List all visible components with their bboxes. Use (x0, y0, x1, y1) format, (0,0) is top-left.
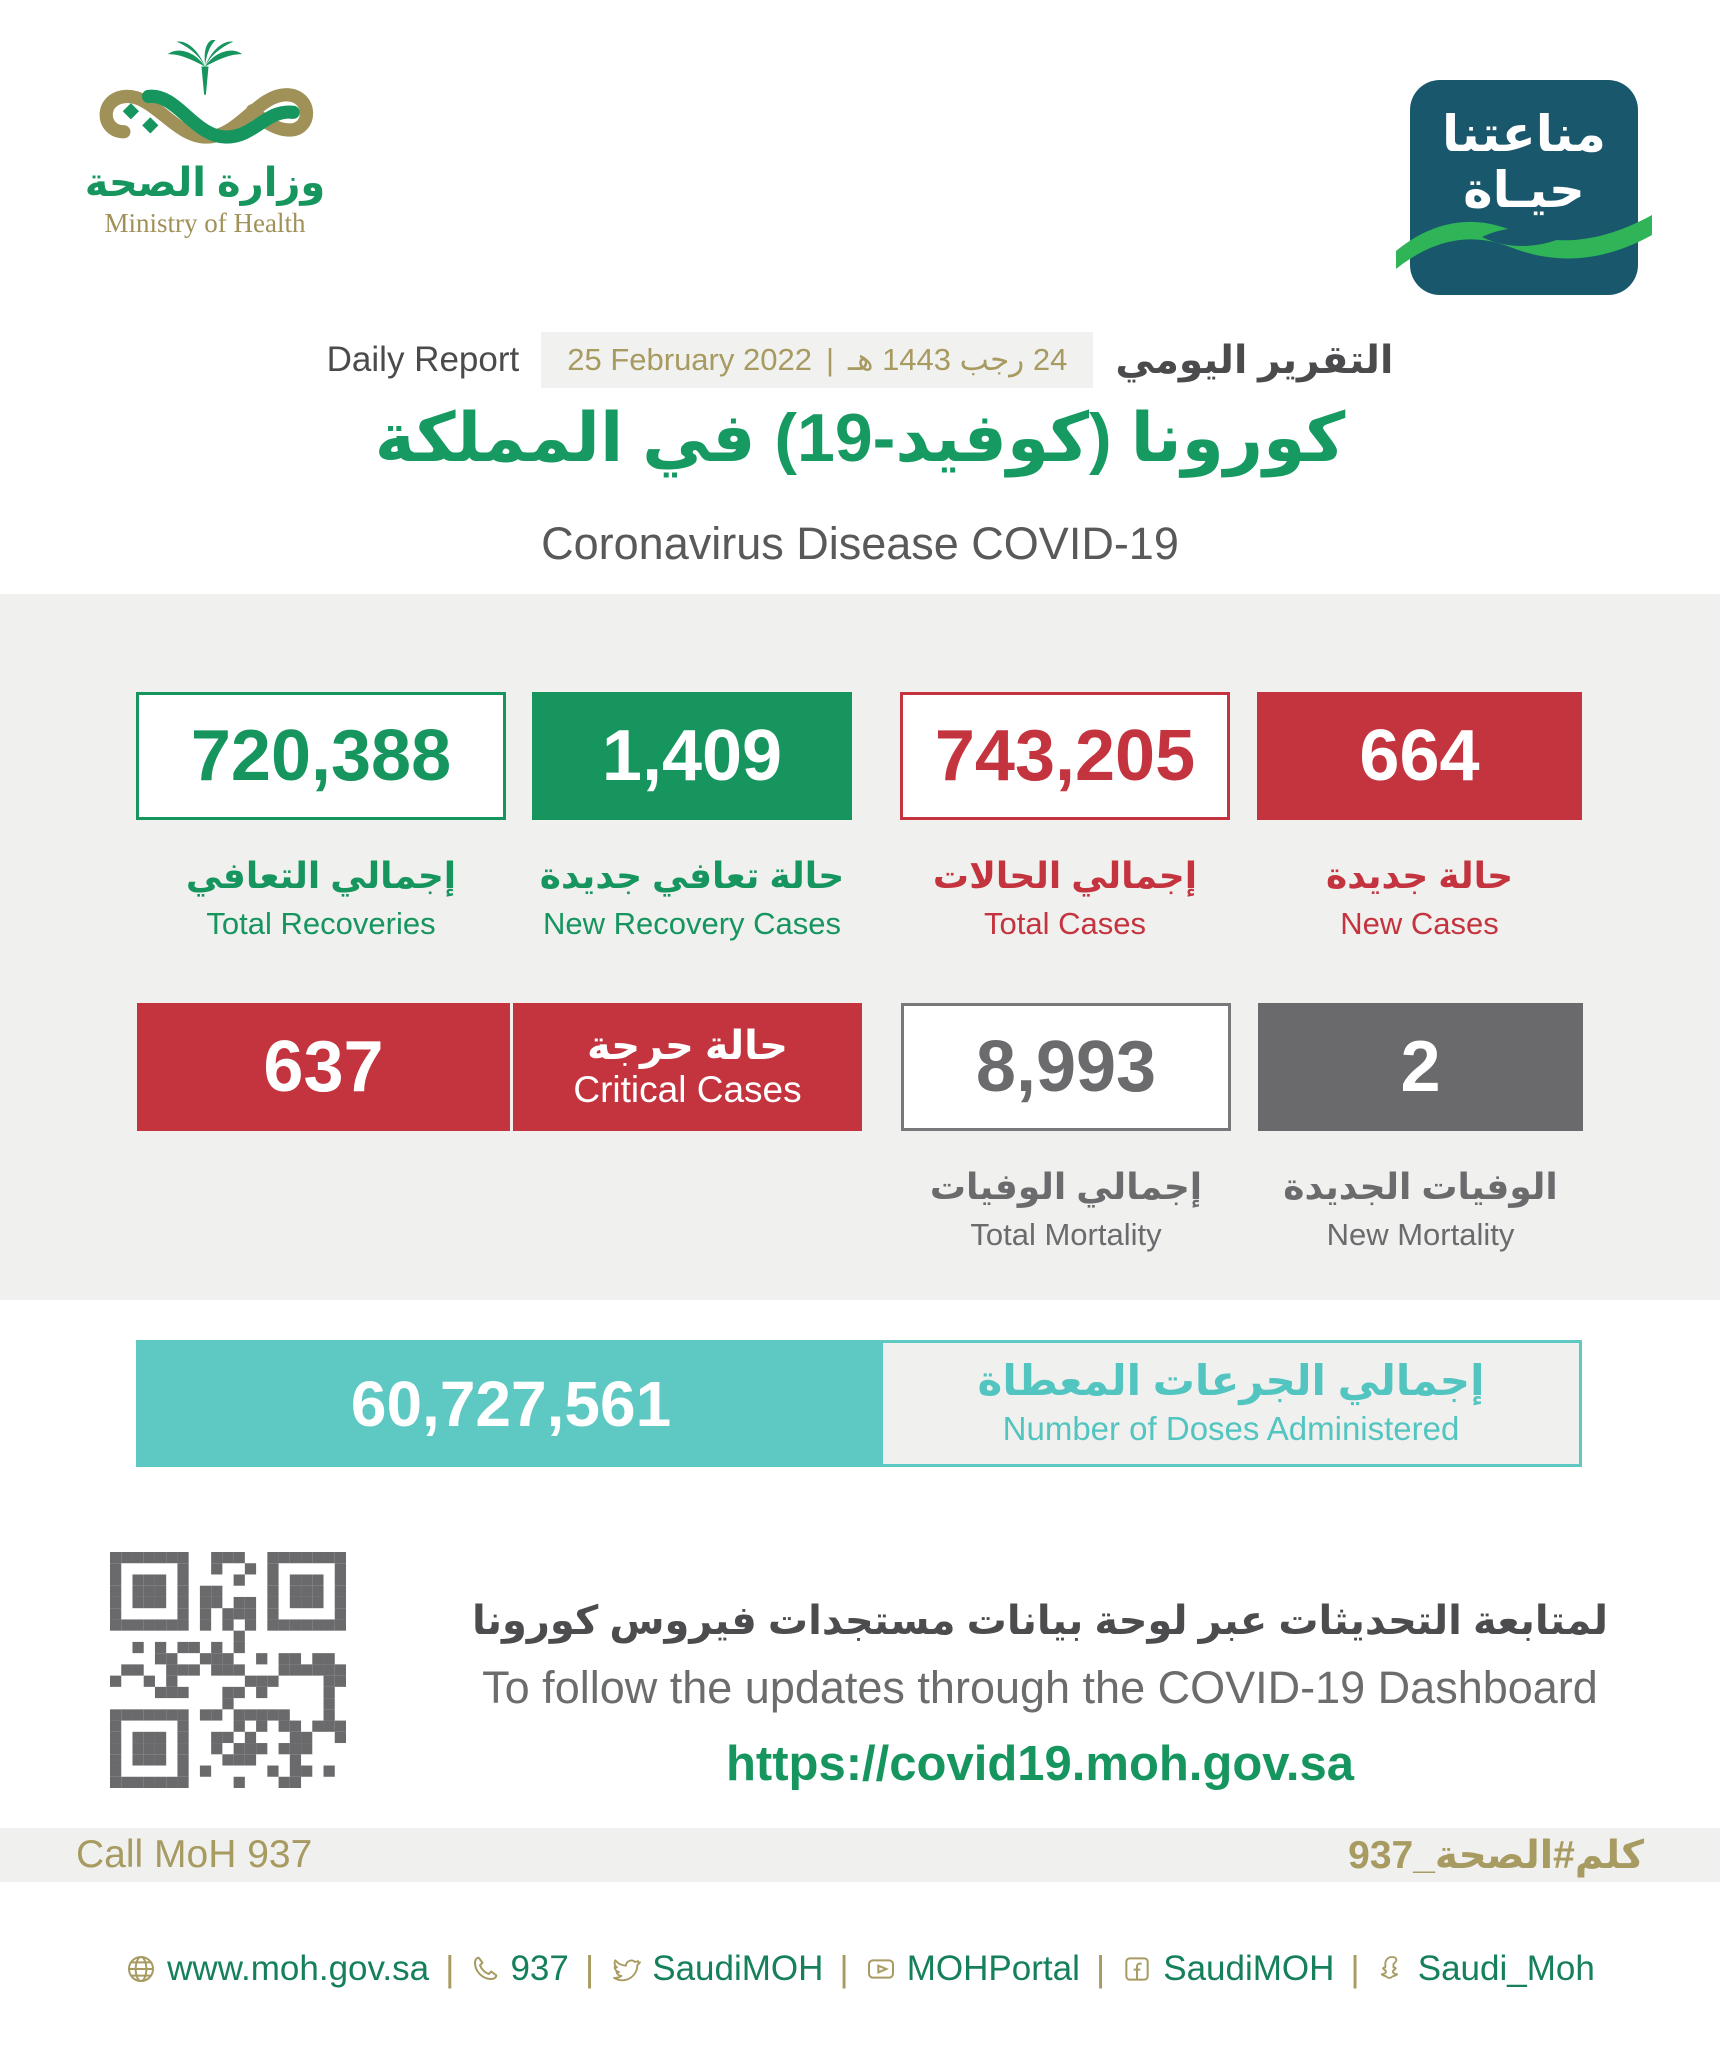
total-mortality-label-en: Total Mortality (970, 1216, 1162, 1252)
new-cases-label-en: New Cases (1340, 905, 1499, 941)
qr-code[interactable] (110, 1552, 346, 1788)
total-cases-label-en: Total Cases (984, 905, 1146, 941)
footer-snapchat[interactable]: Saudi_Moh (1376, 1949, 1595, 1989)
stat-total-mortality (901, 1003, 1231, 1253)
daily-report-en: Daily Report (326, 340, 520, 379)
total-mortality-label-ar: إجمالي الوفيات (929, 1166, 1203, 1207)
date-box (541, 332, 1093, 388)
dashboard-line-en: To follow the updates through the COVID-19 Dashboard (482, 1662, 1598, 1713)
critical-cases-label-ar: حالة حرجة (586, 1023, 789, 1068)
footer-website[interactable]: www.moh.gov.sa (125, 1949, 429, 1989)
call-bar (0, 1828, 1720, 1882)
dashboard-info (380, 1598, 1700, 1792)
new-recoveries-label-en: New Recovery Cases (542, 905, 842, 941)
total-mortality-value: 8,993 (975, 1027, 1157, 1107)
footer-twitter[interactable]: SaudiMOH (610, 1949, 823, 1989)
doses-label-en: Number of Doses Administered (1002, 1409, 1460, 1447)
stat-total-cases (900, 692, 1230, 942)
dashboard-url-link[interactable]: https://covid19.moh.gov.sa (725, 1737, 1355, 1791)
doses-value: 60,727,561 (139, 1343, 883, 1464)
moh-logo-mark (90, 40, 320, 160)
total-recoveries-label-en: Total Recoveries (206, 905, 436, 941)
youtube-icon (865, 1953, 897, 1985)
footer-facebook[interactable]: SaudiMOH (1121, 1949, 1334, 1989)
stat-critical-value (137, 1003, 510, 1253)
stat-new-mortality (1258, 1003, 1583, 1253)
phone-icon (470, 1954, 500, 1984)
footer-youtube[interactable]: MOHPortal (865, 1949, 1080, 1989)
dashboard-line-ar: لمتابعة التحديثات عبر لوحة بيانات مستجدات فيروس كورونا (471, 1599, 1609, 1643)
total-cases-label-ar: إجمالي الحالات (932, 855, 1198, 896)
new-recoveries-label-ar: حالة تعافي جديدة (539, 855, 845, 896)
date-hijri: 24 رجب 1443 هـ (848, 342, 1068, 377)
moh-logo (55, 40, 355, 239)
footer-separator: | (584, 1948, 595, 1989)
new-mortality-label-en: New Mortality (1326, 1216, 1515, 1252)
stats-band (0, 594, 1720, 1300)
report-header-row (0, 332, 1720, 388)
date-gregorian: 25 February 2022 (567, 342, 812, 377)
globe-icon (125, 1953, 157, 1985)
daily-report-ar: التقرير اليومي (1115, 338, 1394, 382)
stat-new-cases (1257, 692, 1582, 942)
twitter-icon (610, 1953, 642, 1985)
wave-icon (1396, 207, 1652, 269)
footer-separator: | (839, 1948, 849, 1989)
doses-label (883, 1343, 1579, 1464)
doses-administered-bar (136, 1340, 1582, 1467)
footer-separator: | (445, 1948, 455, 1989)
moh-logo-arabic: وزارة الصحة (84, 161, 326, 205)
total-cases-value: 743,205 (934, 716, 1196, 796)
footer-separator: | (1350, 1948, 1360, 1989)
call-moh-label: Call MoH 937 (76, 1833, 313, 1876)
immunity-logo-text: مناعتنا حيـاة (1442, 106, 1606, 218)
immunity-logo (1410, 80, 1638, 295)
stats-row-2 (137, 1003, 1583, 1253)
stat-total-recoveries (136, 692, 506, 942)
critical-cases-label-en: Critical Cases (573, 1068, 802, 1110)
date-separator: | (825, 342, 835, 377)
new-cases-value: 664 (1359, 716, 1480, 796)
stats-row-1 (136, 692, 1582, 942)
stat-critical-label (513, 1003, 862, 1253)
total-recoveries-label-ar: إجمالي التعافي (185, 855, 457, 896)
moh-logo-english: Ministry of Health (104, 208, 306, 238)
footer-social-row (0, 1948, 1720, 1990)
stat-new-recoveries (532, 692, 852, 942)
page-title-arabic: كورونا (كوفيد-19) في المملكة (374, 400, 1346, 476)
call-hashtag-label: كلم#الصحة_937 (1348, 1833, 1644, 1877)
page-title-english: Coronavirus Disease COVID-19 (541, 518, 1179, 569)
new-recoveries-value: 1,409 (601, 716, 783, 796)
critical-cases-value: 637 (263, 1027, 384, 1107)
facebook-icon (1121, 1953, 1153, 1985)
doses-label-ar: إجمالي الجرعات المعطاة (977, 1357, 1485, 1405)
new-cases-label-ar: حالة جديدة (1325, 855, 1514, 896)
footer-phone[interactable]: 937 (470, 1949, 568, 1989)
footer-separator: | (1095, 1948, 1106, 1989)
snapchat-icon (1376, 1953, 1408, 1985)
new-mortality-label-ar: الوفيات الجديدة (1283, 1166, 1558, 1207)
total-recoveries-value: 720,388 (190, 716, 452, 796)
new-mortality-value: 2 (1400, 1027, 1441, 1107)
